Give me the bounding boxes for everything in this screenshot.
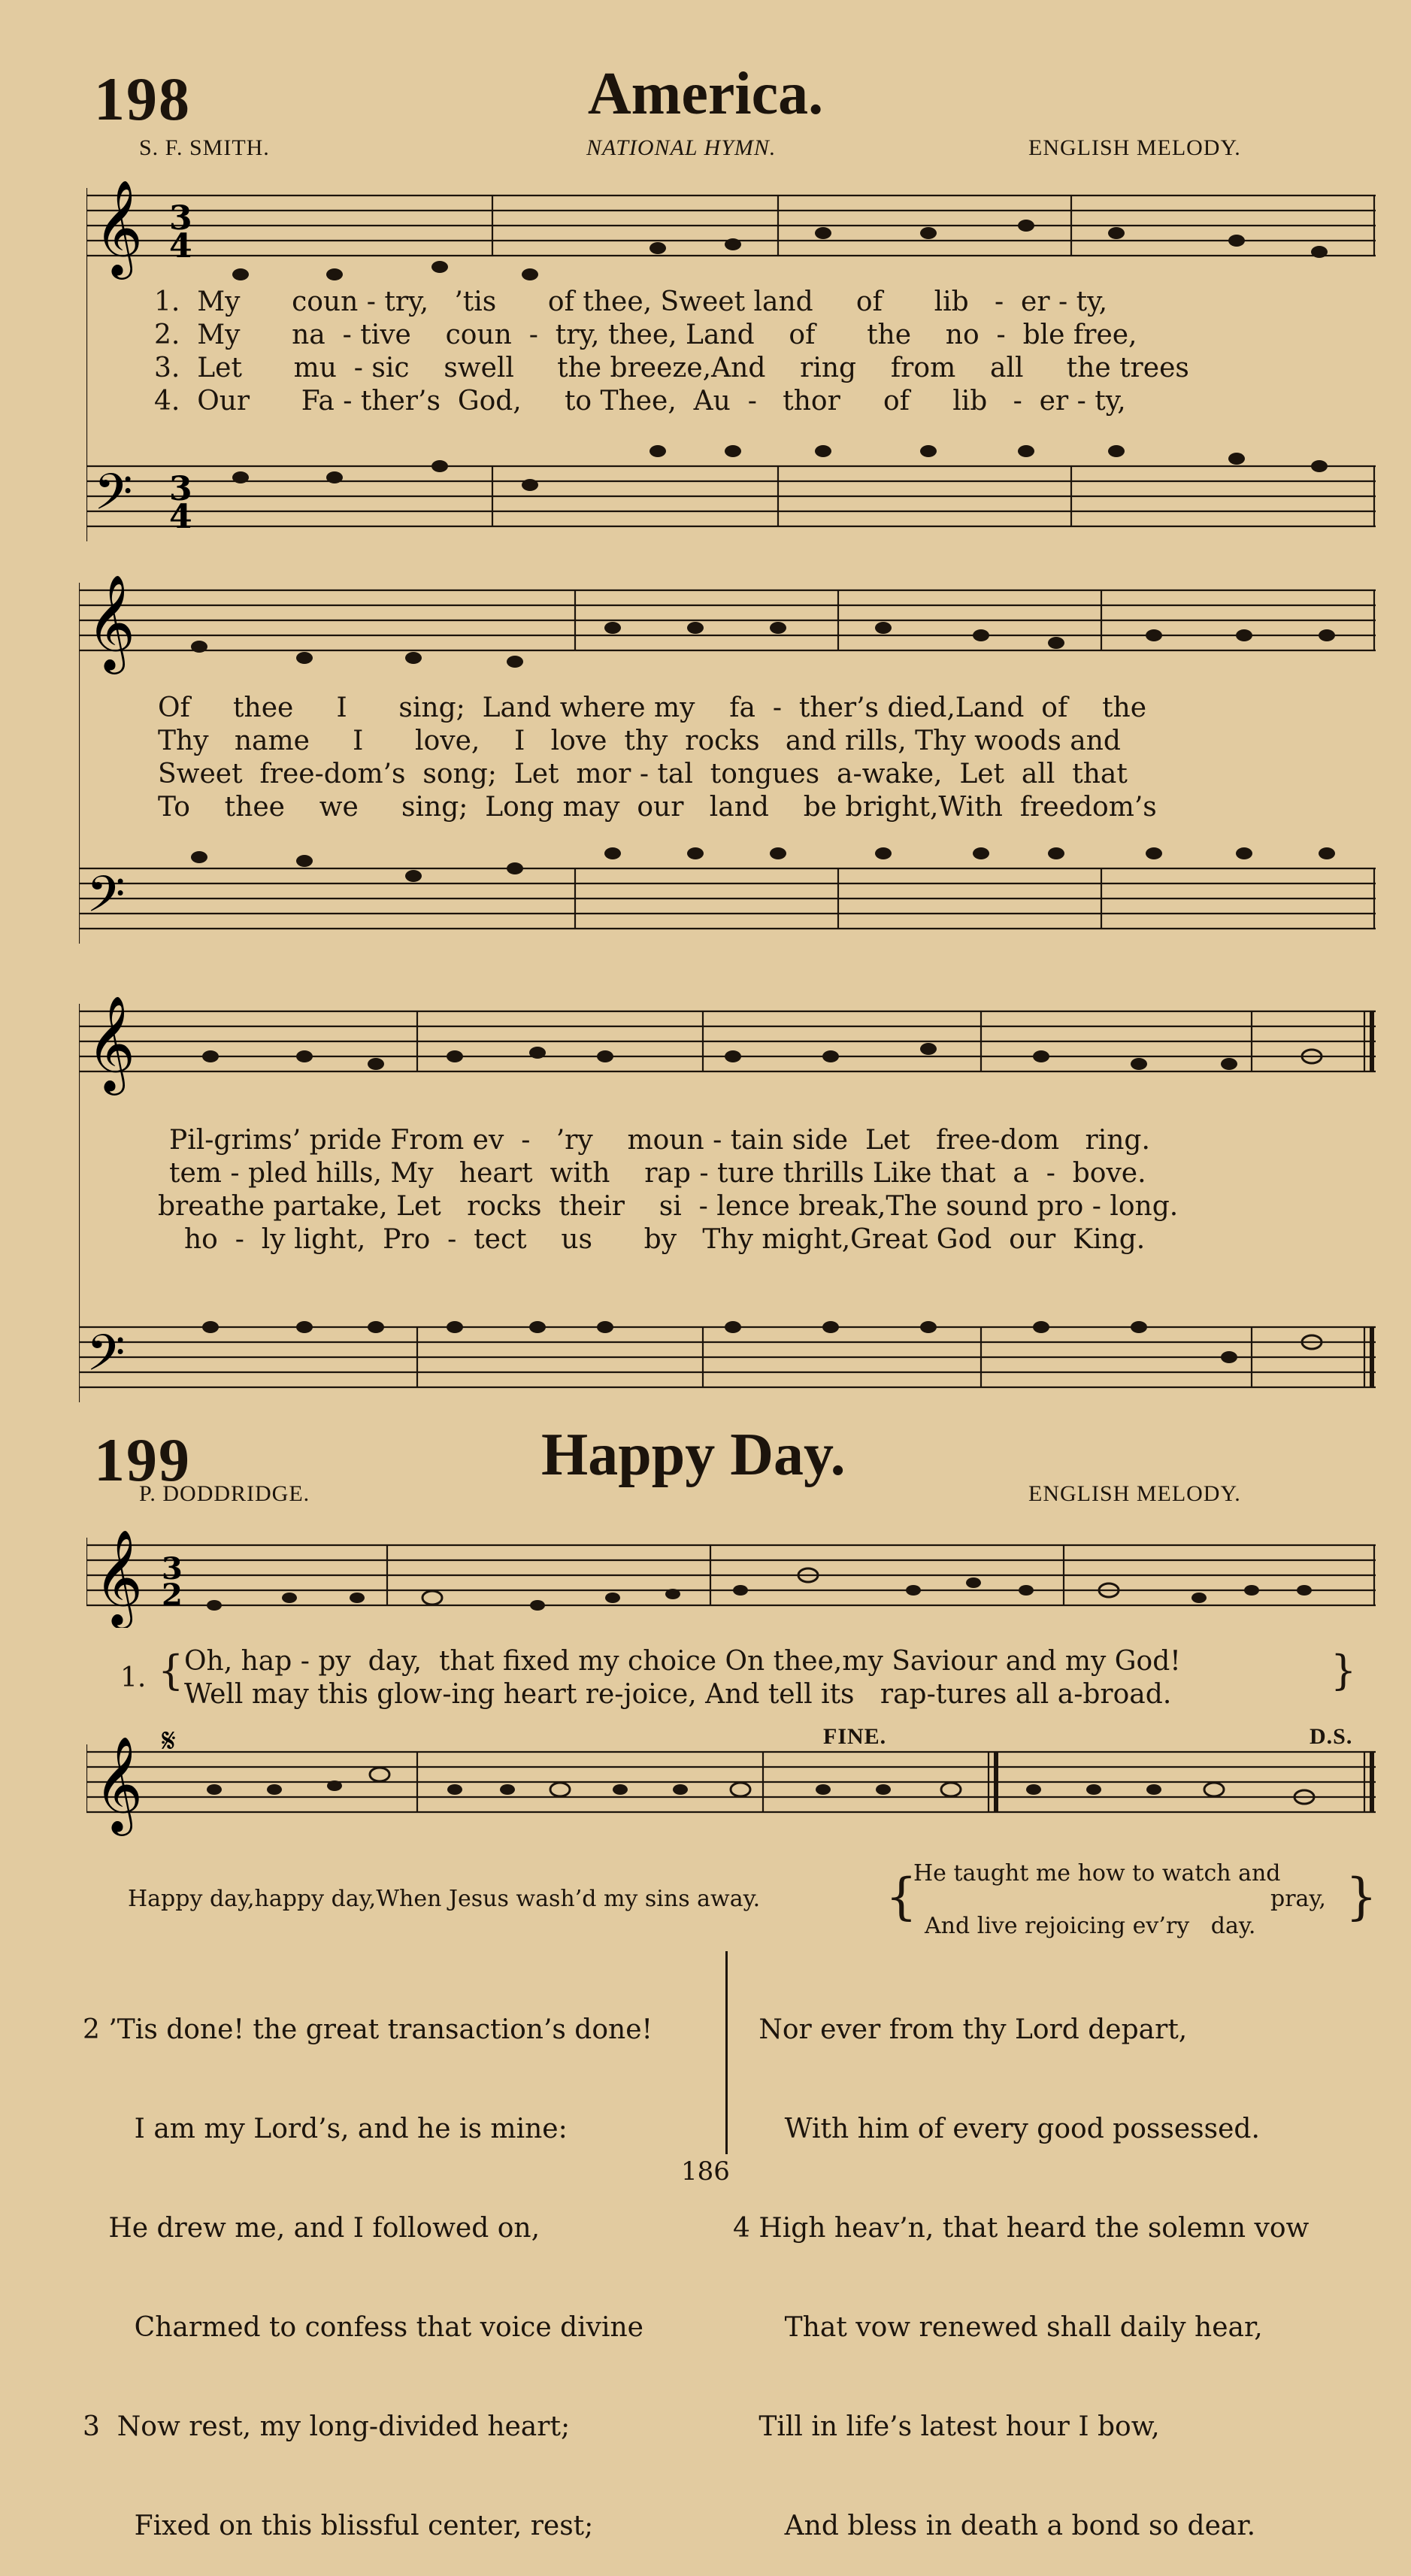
music-system xyxy=(86,1714,1376,1842)
verse-number: 1. xyxy=(120,1662,147,1693)
lyric-line: Sweet free-dom’s song; Let mor - tal tongues a-wake, Let all that xyxy=(158,759,1128,789)
bass-clef-icon: 𝄢 xyxy=(86,1324,126,1394)
stanza-line: Fixed on this blissful center, rest; xyxy=(83,2511,594,2541)
segno-icon: 𝄋 xyxy=(162,1722,176,1760)
lyric-line: tem - pled hills, My heart with rap - ture thrills Like that a - bove. xyxy=(169,1158,1146,1189)
hymn-title: America. xyxy=(587,61,824,127)
ds-label: D.S. xyxy=(1310,1724,1353,1749)
lyric-line: Of thee I sing; Land where my fa - ther’s died,Land of the xyxy=(158,692,1147,723)
treble-clef-icon: 𝄞 xyxy=(94,1529,144,1625)
bass-clef-icon: 𝄢 xyxy=(86,865,126,935)
hymn-subtitle: NATIONAL HYMN. xyxy=(586,135,777,160)
stanza-line: That vow renewed shall daily hear, xyxy=(733,2312,1263,2343)
stanza-line: Till in life’s latest hour I bow, xyxy=(733,2411,1160,2442)
bass-clef-icon: 𝄢 xyxy=(94,463,133,533)
page-number: 186 xyxy=(681,2156,730,2187)
stanza-line: 4 High heav’n, that heard the solemn vow xyxy=(733,2213,1310,2244)
hymn-tune: ENGLISH MELODY. xyxy=(1028,1481,1241,1506)
svg-text:2: 2 xyxy=(162,1577,183,1613)
stanza-line: Nor ever from thy Lord depart, xyxy=(733,2014,1188,2045)
lyric-line: Well may this glow-ing heart re-joice, And tell its rap-tures all a-broad. xyxy=(184,1679,1172,1710)
lyric-line: Pil-grims’ pride From ev - ’ry moun - tain side Let free-dom ring. xyxy=(169,1125,1150,1156)
treble-clef-icon: 𝄞 xyxy=(94,180,144,275)
stanza-line: I am my Lord’s, and he is mine: xyxy=(83,2114,568,2144)
hymn-author: P. DODDRIDGE. xyxy=(139,1481,310,1506)
hymn-title: Happy Day. xyxy=(541,1422,846,1488)
time-signature-bottom: 4 xyxy=(169,227,192,265)
stanza-line: 2 ’Tis done! the great transaction’s done! xyxy=(83,2014,653,2045)
brace-left: { xyxy=(886,1868,917,1926)
stanza-line: And bless in death a bond so dear. xyxy=(733,2511,1256,2541)
lyric-line: breathe partake, Let rocks their si - lence break,The sound pro - long. xyxy=(158,1191,1179,1222)
refrain-line: Happy day,happy day,When Jesus wash’d my sins away. xyxy=(128,1886,761,1912)
brace-left: { xyxy=(158,1647,184,1694)
hymn-number: 199 xyxy=(94,1426,191,1494)
stanza-line: Charmed to confess that voice divine xyxy=(83,2312,643,2343)
lyric-line: 3. Let mu - sic swell the breeze,And ring from all the trees xyxy=(154,353,1189,383)
fine-label: FINE. xyxy=(823,1724,887,1749)
lyric-line: To thee we sing; Long may our land be bright,With freedom’s xyxy=(158,792,1157,823)
lyric-line: 4. Our Fa - ther’s God, to Thee, Au - thor of lib - er - ty, xyxy=(154,386,1126,417)
refrain-right-line: pray, xyxy=(1270,1886,1326,1912)
stanza-line: 3 Now rest, my long-divided heart; xyxy=(83,2411,571,2442)
brace-right: } xyxy=(1346,1868,1377,1926)
music-system xyxy=(86,1523,1376,1628)
svg-text:4: 4 xyxy=(169,498,192,536)
lyric-line: 1. My coun - try, ’tis of thee, Sweet land of lib - er - ty, xyxy=(154,286,1108,317)
hymn-author: S. F. SMITH. xyxy=(139,135,270,160)
hymn-tune: ENGLISH MELODY. xyxy=(1028,135,1241,160)
stanza-line: He drew me, and I followed on, xyxy=(83,2213,540,2244)
treble-clef-icon: 𝄞 xyxy=(86,995,136,1091)
refrain-right-line: And live rejoicing ev’ry day. xyxy=(925,1913,1256,1939)
hymn-number: 198 xyxy=(94,65,191,133)
stanza-column-right xyxy=(733,1947,1309,2576)
time-signature-top: 3 xyxy=(169,199,192,238)
lyric-line: Thy name I love, I love thy rocks and rills, Thy woods and xyxy=(158,726,1121,756)
lyric-line: 2. My na - tive coun - try, thee, Land of the no - ble free, xyxy=(154,320,1137,350)
refrain-right-line: He taught me how to watch and xyxy=(913,1860,1281,1887)
svg-text:3: 3 xyxy=(162,1551,183,1587)
stanza-line: With him of every good possessed. xyxy=(733,2114,1260,2144)
treble-clef-icon: 𝄞 xyxy=(86,575,136,670)
bass-staff xyxy=(86,466,1376,526)
brace-right: } xyxy=(1331,1647,1357,1694)
lyric-line: Oh, hap - py day, that fixed my choice On thee,my Saviour and my God! xyxy=(184,1646,1181,1677)
lyric-line: ho - ly light, Pro - tect us by Thy might,Great God our King. xyxy=(184,1224,1146,1255)
stanza-column-left xyxy=(83,1947,653,2576)
column-divider xyxy=(725,1951,728,2154)
svg-text:3: 3 xyxy=(169,470,192,508)
treble-clef-icon: 𝄞 xyxy=(94,1735,144,1832)
